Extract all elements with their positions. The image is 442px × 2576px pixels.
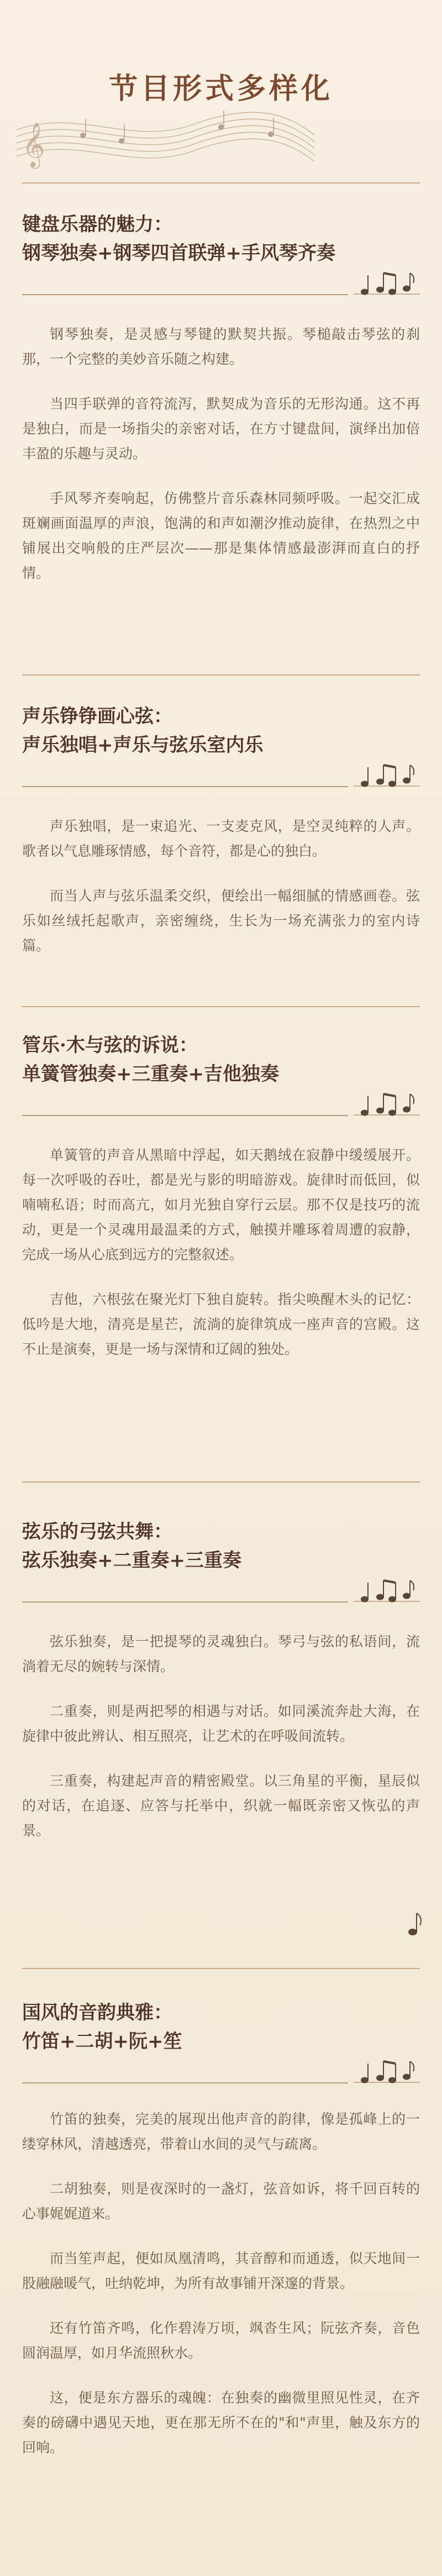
music-notes-icon xyxy=(354,1091,420,1124)
section-divider xyxy=(22,294,348,295)
section-end-divider xyxy=(22,1481,420,1483)
header-divider xyxy=(22,182,420,184)
section-divider xyxy=(22,1115,348,1116)
music-notes-icon xyxy=(354,762,420,795)
section-divider xyxy=(22,786,348,787)
paragraph: 而当人声与弦乐温柔交织，便绘出一幅细腻的情感画卷。弦乐如丝绒托起歌声，亲密缠绕，生长为一场充满张力的室内诗篇。 xyxy=(22,888,420,954)
section-divider-row xyxy=(22,270,420,303)
section-end-divider xyxy=(22,1968,420,1969)
paragraph: 竹笛的独奏，完美的展现出他声音的韵律，像是孤峰上的一缕穿林风，清越透亮，带着山水间的灵气与疏离。 xyxy=(22,2111,420,2152)
section-vocal xyxy=(22,702,420,958)
section-end-divider xyxy=(22,674,420,676)
section-subheading: 声乐独唱+声乐与弦乐室内乐 xyxy=(22,734,264,756)
section-heading: 键盘乐器的魅力： xyxy=(22,213,172,235)
paragraph: 当四手联弹的音符流泻，默契成为音乐的无形沟通。这不再是独白，而是一场指尖的亲密对话，在方寸键盘间，演绎出加倍丰盈的乐趣与灵动。 xyxy=(22,396,420,462)
section-keyboard xyxy=(22,210,420,585)
paragraph: 单簧管的声音从黑暗中浮起，如天鹅绒在寂静中缓缓展开。每一次呼吸的吞吐，都是光与影的明暗游戏。旋律时而低回，似喃喃私语；时而高亢，如月光独自穿行云层。那不仅是技巧的流动，更是一个灵魂用最温柔的方式，触摸并雕琢着周遭的寂静，完成一场从心底到远方的完整叙述。 xyxy=(22,1147,420,1263)
section-divider xyxy=(22,2082,348,2083)
paragraph: 钢琴独奏，是灵感与琴键的默契共振。琴槌敲击琴弦的刹那，一个完整的美妙音乐随之构建。 xyxy=(22,326,420,367)
paragraph: 这，便是东方器乐的魂魄：在独奏的幽微里照见性灵，在齐奏的磅礴中遇见天地，更在那无所不在的"和"声里，触及东方的回响。 xyxy=(22,2390,420,2455)
paragraph: 二重奏，则是两把琴的相遇与对话。如同溪流奔赴大海，在旋律中彼此辨认、相互照亮，让艺术的在呼吸间流转。 xyxy=(22,1703,420,1744)
section-subheading: 单簧管独奏+三重奏+吉他独奏 xyxy=(22,1063,279,1085)
paragraph: 弦乐独奏，是一把提琴的灵魂独白。琴弓与弦的私语间，流淌着无尽的婉转与深情。 xyxy=(22,1633,420,1674)
section-divider-row xyxy=(22,1091,420,1124)
svg-text:𝄞: 𝄞 xyxy=(22,122,45,167)
paragraph: 而当笙声起，便如凤凰清鸣，其音醇和而通透，似天地间一股融融暖气，吐纳乾坤，为所有故事铺开深邃的背景。 xyxy=(22,2250,420,2291)
section-body xyxy=(22,1629,420,1843)
section-heading: 弦乐的弓弦共舞： xyxy=(22,1521,172,1543)
section-divider-row xyxy=(22,762,420,795)
paragraph: 手风琴齐奏响起，仿佛整片音乐森林同频呼吸。一起交汇成斑斓画面温厚的声浪，饱满的和声如潮汐推动旋律，在热烈之中铺展出交响般的庄严层次——那是集体情感最澎湃而直白的抒情。 xyxy=(22,490,420,581)
page-title: 节目形式多样化 xyxy=(108,72,333,106)
section-body xyxy=(22,814,420,958)
section-woodwind xyxy=(22,1031,420,1362)
music-notes-icon xyxy=(354,2058,420,2091)
paragraph: 三重奏，构建起声音的精密殿堂。以三角星的平衡，星辰似的对话，在追逐、应答与托举中，织就一幅既亲密又恢弘的声景。 xyxy=(22,1773,420,1839)
paragraph: 二胡独奏，则是夜深时的一盏灯，弦音如诉，将千回百转的心事娓娓道来。 xyxy=(22,2181,420,2222)
paragraph: 还有竹笛齐鸣，化作碧涛万顷，飒沓生风；阮弦齐奏，音色圆润温厚，如月华流照秋水。 xyxy=(22,2320,420,2361)
section-body xyxy=(22,1143,420,1362)
section-guofeng xyxy=(22,1998,420,2460)
header xyxy=(0,0,442,188)
section-end-divider xyxy=(22,1006,420,1007)
section-subheading: 弦乐独奏+二重奏+三重奏 xyxy=(22,1549,241,1572)
music-notes-icon xyxy=(354,1577,420,1610)
paragraph: 吉他，六根弦在聚光灯下独自旋转。指尖唤醒木头的记忆：低吟是大地，清亮是星芒，流淌的旋律筑成一座声音的宫殿。这不止是演奏，更是一场与深情和辽阔的独处。 xyxy=(22,1291,420,1357)
paragraph: 声乐独唱，是一束追光、一支麦克风，是空灵纯粹的人声。歌者以气息雕琢情感，每个音符，都是心的独白。 xyxy=(22,818,420,859)
section-heading: 声乐铮铮画心弦： xyxy=(22,705,172,727)
section-subheading: 钢琴独奏+钢琴四首联弹+手风琴齐奏 xyxy=(22,242,335,264)
music-notes-icon xyxy=(354,270,420,303)
section-strings xyxy=(22,1517,420,1843)
section-heading: 管乐·木与弦的诉说： xyxy=(22,1034,198,1056)
music-staff-decoration xyxy=(11,97,320,180)
section-divider-row xyxy=(22,2058,420,2091)
section-body xyxy=(22,2107,420,2460)
section-subheading: 竹笛+二胡+阮+笙 xyxy=(22,2030,182,2053)
section-heading: 国风的音韵典雅： xyxy=(22,2002,172,2024)
section-body xyxy=(22,322,420,585)
music-note-icon xyxy=(408,1910,424,1938)
section-divider xyxy=(22,1601,348,1603)
section-divider-row xyxy=(22,1577,420,1610)
